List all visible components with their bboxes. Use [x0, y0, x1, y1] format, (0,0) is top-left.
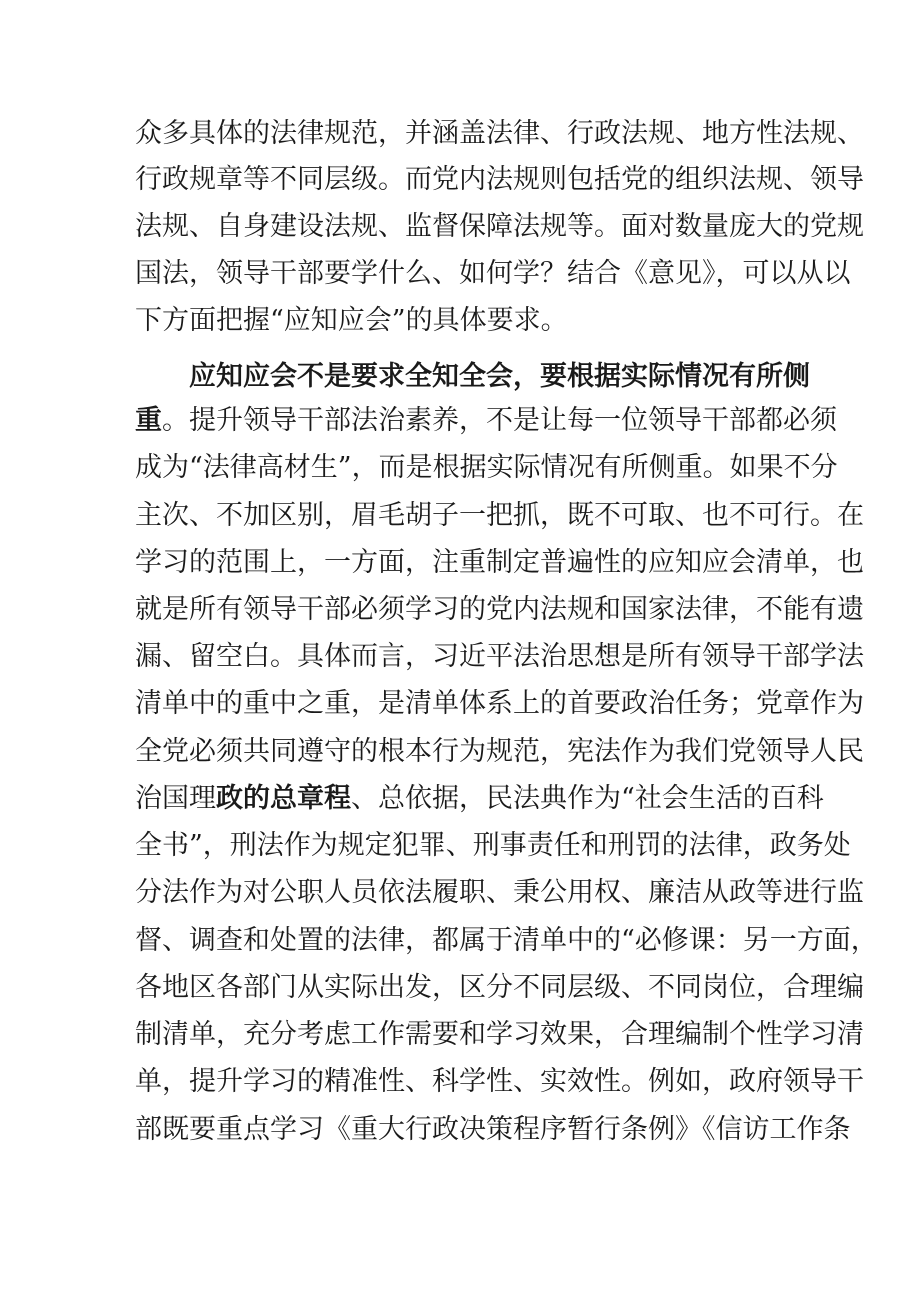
text-line [135, 401, 837, 441]
text-line: 行政规章等不同层级。而党内法规则包括党的组织法规、领导 [135, 164, 864, 195]
text-line: 学习的范围上，一方面，注重制定普遍性的应知应会清单，也 [135, 547, 864, 578]
text-line: 分法作为对公职人员依法履职、秉公用权、廉洁从政等进行监 [135, 877, 864, 908]
text-line: 下方面把握“应知应会”的具体要求。 [135, 305, 568, 336]
text-span: 。提升领导干部法治素养，不是让每一位领导干部都必须 [162, 405, 837, 436]
text-line: 就是所有领导干部必须学习的党内法规和国家法律，不能有遗 [135, 594, 864, 625]
text-line: 国法，领导干部要学什么、如何学？结合《意见》，可以从以 [135, 258, 851, 289]
text-line: 各地区各部门从实际出发，区分不同层级、不同岗位，合理编 [135, 972, 864, 1003]
text-line: 全书”，刑法作为规定犯罪、刑事责任和刑罚的法律，政务处 [135, 830, 851, 861]
bold-span: 政的总章程 [216, 783, 351, 814]
section-heading: 应知应会不是要求全知全会，要根据实际情况有所侧 [189, 361, 810, 392]
text-line: 全党必须共同遵守的根本行为规范，宪法作为我们党领导人民 [135, 736, 864, 767]
text-line: 成为“法律高材生”，而是根据实际情况有所侧重。如果不分 [135, 452, 838, 483]
text-line: 主次、不加区别，眉毛胡子一把抓，既不可取、也不可行。在 [135, 500, 864, 531]
text-line: 漏、留空白。具体而言，习近平法治思想是所有领导干部学法 [135, 641, 864, 672]
text-line: 单，提升学习的精准性、科学性、实效性。例如，政府领导干 [135, 1066, 864, 1097]
section-heading-end: 重 [135, 405, 162, 436]
text-line [135, 779, 824, 819]
text-line: 制清单，充分考虑工作需要和学习效果，合理编制个性学习清 [135, 1019, 864, 1050]
text-line: 法规、自身建设法规、监督保障法规等。面对数量庞大的党规 [135, 211, 864, 242]
text-line: 督、调查和处置的法律，都属于清单中的“必修课：另一方面， [135, 925, 878, 956]
text-line: 部既要重点学习《重大行政决策程序暂行条例》《信访工作条 [135, 1114, 851, 1145]
text-line: 众多具体的法律规范，并涵盖法律、行政法规、地方性法规、 [135, 118, 864, 149]
text-span: 治国理 [135, 783, 216, 814]
text-span: 、总依据，民法典作为“社会生活的百科 [351, 783, 824, 814]
text-line: 清单中的重中之重，是清单体系上的首要政治任务；党章作为 [135, 688, 864, 719]
